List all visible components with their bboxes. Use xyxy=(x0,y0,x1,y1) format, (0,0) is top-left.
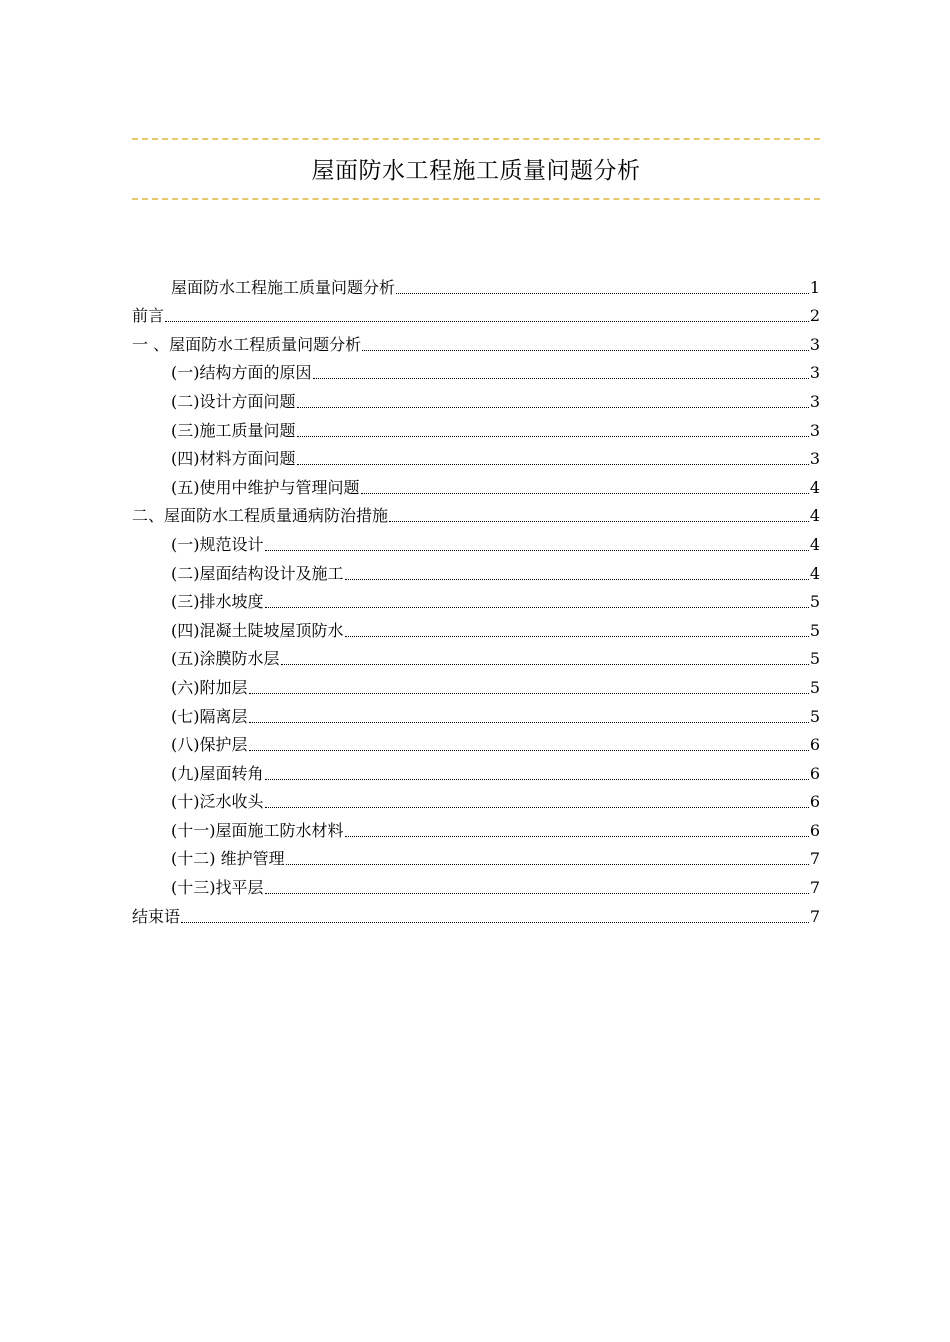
toc-entry-page-number: 4 xyxy=(809,563,820,583)
toc-entry-label: (十一)屋面施工防水材料 xyxy=(171,820,344,840)
toc-dot-leader xyxy=(165,321,809,322)
toc-entry[interactable] xyxy=(132,470,820,499)
toc-dot-leader xyxy=(297,407,809,408)
toc-entry-label: 前言 xyxy=(132,306,165,326)
title-top-rule xyxy=(132,138,820,140)
toc-entry-label: (八)保护层 xyxy=(171,735,248,755)
toc-dot-leader xyxy=(265,893,809,894)
toc-entry[interactable] xyxy=(132,270,820,299)
toc-entry-page-number: 4 xyxy=(809,506,820,526)
toc-entry[interactable] xyxy=(132,413,820,442)
toc-entry[interactable] xyxy=(132,556,820,585)
toc-entry-label: (二)设计方面问题 xyxy=(171,391,296,411)
toc-dot-leader xyxy=(297,436,809,437)
toc-entry[interactable] xyxy=(132,384,820,413)
toc-dot-leader xyxy=(249,722,809,723)
toc-entry-label: 屋面防水工程施工质量问题分析 xyxy=(171,277,396,297)
toc-entry-label: (一)规范设计 xyxy=(171,534,264,554)
toc-entry-label: (一)结构方面的原因 xyxy=(171,363,312,383)
toc-dot-leader xyxy=(281,664,809,665)
toc-dot-leader xyxy=(265,550,809,551)
toc-entry[interactable] xyxy=(132,728,820,757)
toc-entry[interactable] xyxy=(132,327,820,356)
page-title: 屋面防水工程施工质量问题分析 xyxy=(311,158,641,184)
toc-entry-page-number: 6 xyxy=(809,735,820,755)
toc-dot-leader xyxy=(396,293,809,294)
toc-dot-leader xyxy=(297,464,809,465)
toc-entry[interactable] xyxy=(132,670,820,699)
toc-entry[interactable] xyxy=(132,299,820,328)
toc-entry-page-number: 7 xyxy=(809,906,820,926)
toc-entry[interactable] xyxy=(132,899,820,928)
toc-entry-label: 结束语 xyxy=(132,906,181,926)
toc-entry-page-number: 4 xyxy=(809,534,820,554)
toc-entry[interactable] xyxy=(132,699,820,728)
toc-entry-page-number: 6 xyxy=(809,820,820,840)
toc-entry-page-number: 3 xyxy=(809,420,820,440)
toc-dot-leader xyxy=(389,521,809,522)
toc-dot-leader xyxy=(249,693,809,694)
toc-entry-label: (十)泛水收头 xyxy=(171,792,264,812)
toc-entry-page-number: 3 xyxy=(809,391,820,411)
toc-entry-page-number: 5 xyxy=(809,620,820,640)
toc-entry-page-number: 5 xyxy=(809,592,820,612)
toc-entry-label: (四)混凝土陡坡屋顶防水 xyxy=(171,620,344,640)
toc-dot-leader xyxy=(265,607,809,608)
toc-entry-label: (九)屋面转角 xyxy=(171,763,264,783)
toc-entry-page-number: 4 xyxy=(809,477,820,497)
toc-dot-leader xyxy=(265,807,809,808)
toc-dot-leader xyxy=(345,636,809,637)
toc-entry[interactable] xyxy=(132,870,820,899)
toc-dot-leader xyxy=(313,378,809,379)
toc-entry-page-number: 1 xyxy=(809,277,820,297)
toc-dot-leader xyxy=(345,836,809,837)
toc-entry-label: (三)施工质量问题 xyxy=(171,420,296,440)
toc-entry-page-number: 7 xyxy=(809,878,820,898)
toc-entry-label: (六)附加层 xyxy=(171,677,248,697)
toc-entry-page-number: 3 xyxy=(809,334,820,354)
toc-entry[interactable] xyxy=(132,356,820,385)
toc-entry-page-number: 6 xyxy=(809,792,820,812)
toc-entry[interactable] xyxy=(132,442,820,471)
toc-entry-page-number: 5 xyxy=(809,706,820,726)
toc-entry-label: (五)涂膜防水层 xyxy=(171,649,280,669)
toc-entry[interactable] xyxy=(132,613,820,642)
toc-entry[interactable] xyxy=(132,813,820,842)
toc-entry-page-number: 2 xyxy=(809,306,820,326)
toc-entry[interactable] xyxy=(132,585,820,614)
toc-dot-leader xyxy=(249,750,809,751)
toc-entry-label: 二、屋面防水工程质量通病防治措施 xyxy=(132,506,389,526)
toc-entry-page-number: 3 xyxy=(809,449,820,469)
toc-dot-leader xyxy=(181,922,809,923)
toc-dot-leader xyxy=(286,864,809,865)
toc-entry-page-number: 3 xyxy=(809,363,820,383)
toc-entry-label: (三)排水坡度 xyxy=(171,592,264,612)
toc-entry-page-number: 5 xyxy=(809,649,820,669)
toc-entry-page-number: 5 xyxy=(809,677,820,697)
toc-entry-label: (四)材料方面问题 xyxy=(171,449,296,469)
toc-dot-leader xyxy=(345,579,809,580)
toc-entry[interactable] xyxy=(132,842,820,871)
toc-dot-leader xyxy=(265,779,809,780)
toc-dot-leader xyxy=(361,493,809,494)
toc-dot-leader xyxy=(362,350,809,351)
toc-entry-label: (十二) 维护管理 xyxy=(171,849,285,869)
toc-entry[interactable] xyxy=(132,785,820,814)
toc-entry[interactable] xyxy=(132,756,820,785)
toc-entry[interactable] xyxy=(132,527,820,556)
toc-entry-page-number: 7 xyxy=(809,849,820,869)
toc-entry-label: (二)屋面结构设计及施工 xyxy=(171,563,344,583)
toc-entry-label: 一 、屋面防水工程质量问题分析 xyxy=(132,334,362,354)
toc-entry-label: (七)隔离层 xyxy=(171,706,248,726)
toc-entry[interactable] xyxy=(132,499,820,528)
toc-entry-label: (五)使用中维护与管理问题 xyxy=(171,477,360,497)
title-bottom-rule xyxy=(132,198,820,200)
table-of-contents xyxy=(132,270,820,928)
toc-entry[interactable] xyxy=(132,642,820,671)
toc-entry-page-number: 6 xyxy=(809,763,820,783)
toc-entry-label: (十三)找平层 xyxy=(171,878,264,898)
